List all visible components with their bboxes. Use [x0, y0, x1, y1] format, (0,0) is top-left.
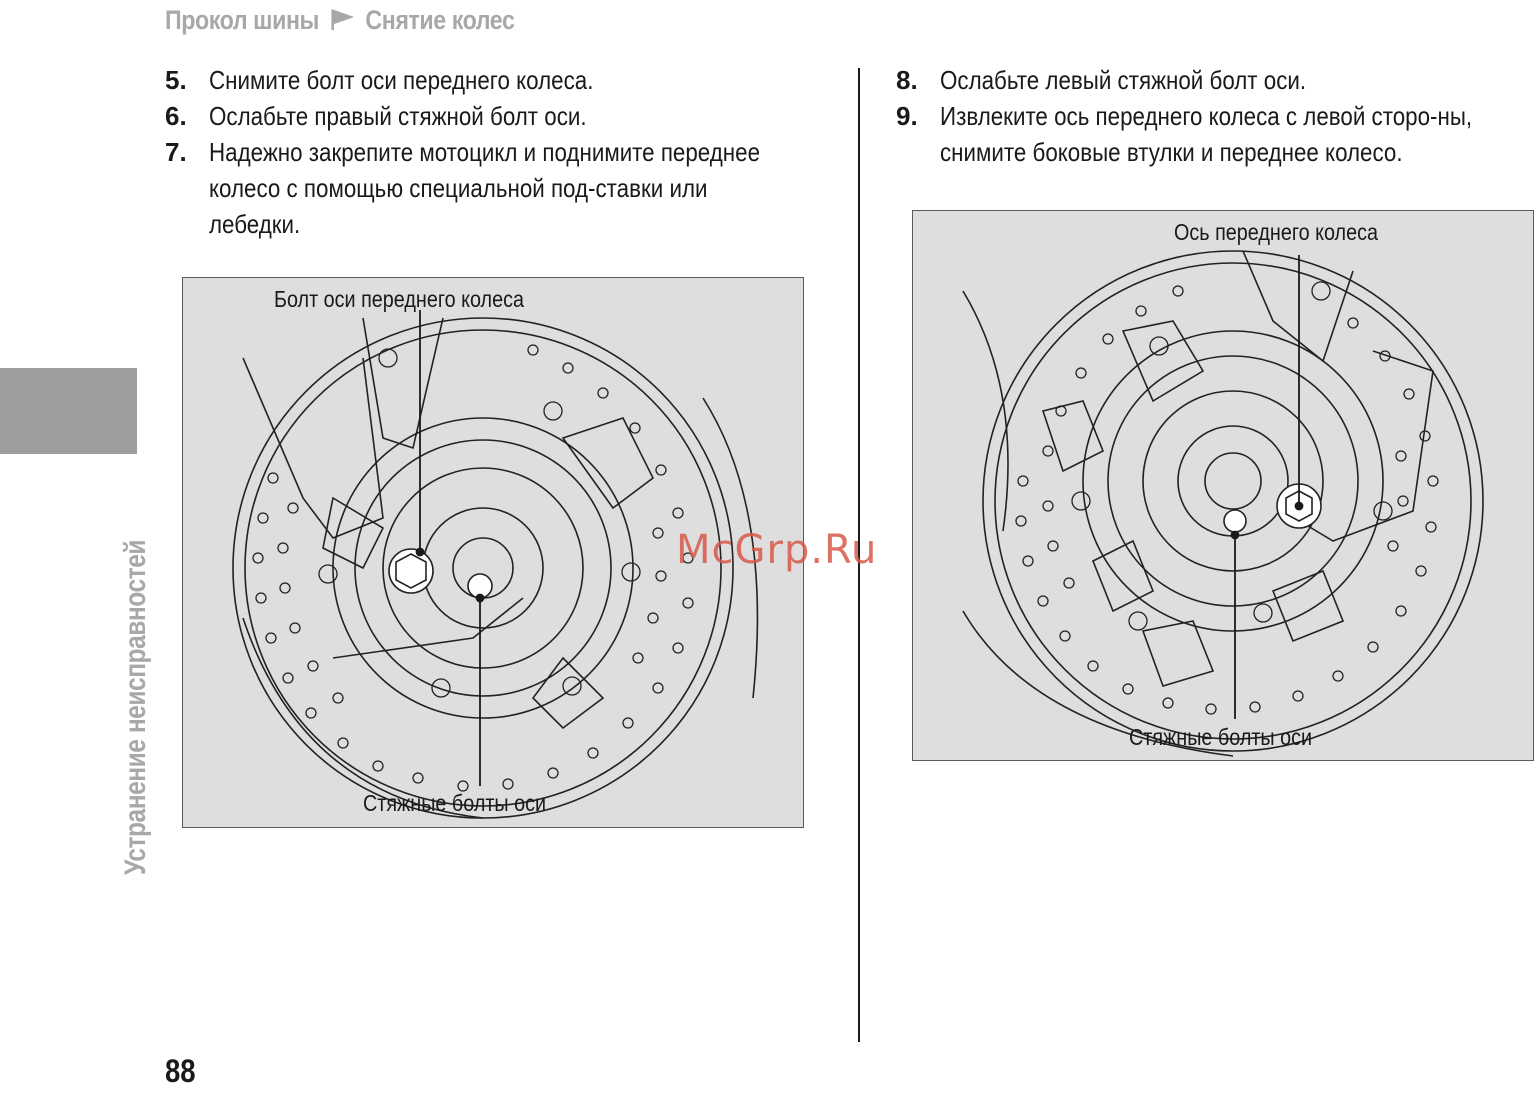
steps-list-right	[896, 62, 1536, 170]
step-number: 5.	[165, 65, 187, 95]
step-text: Снимите болт оси переднего колеса.	[209, 65, 594, 95]
header-subsection: Снятие колес	[365, 4, 515, 35]
watermark: McGrp.Ru	[676, 527, 878, 573]
side-tab-marker	[0, 368, 137, 454]
step-number: 8.	[896, 65, 918, 95]
step-text: Ослабьте левый стяжной болт оси.	[940, 65, 1307, 95]
header-section: Прокол шины	[165, 4, 319, 35]
figure-front-wheel-left-side	[912, 210, 1534, 761]
steps-list-left	[165, 62, 805, 242]
step-item	[165, 134, 819, 242]
figure-label-pinch-bolts: Стяжные болты оси	[1129, 724, 1313, 750]
figure-label-front-axle: Ось переднего колеса	[1174, 219, 1378, 245]
step-item	[165, 98, 805, 134]
page-header	[165, 2, 514, 38]
wheel-illustration-right	[913, 211, 1533, 760]
step-text: Надежно закрепите мотоцикл и поднимите переднее колесо с помощью специальной под-ставки или лебедки.	[209, 137, 761, 239]
step-text: Извлеките ось переднего колеса с левой сторо-ны, снимите боковые втулки и переднее колесо.	[940, 101, 1473, 167]
step-item	[896, 98, 1536, 170]
step-text: Ослабьте правый стяжной болт оси.	[209, 101, 587, 131]
step-item	[896, 62, 1536, 98]
step-number: 7.	[165, 137, 187, 167]
step-number: 9.	[896, 101, 918, 131]
side-tab-label: Устранение неисправностей	[119, 539, 152, 875]
step-item	[165, 62, 805, 98]
figure-label-pinch-bolts: Стяжные болты оси	[363, 790, 547, 816]
page-number: 88	[165, 1053, 196, 1089]
flag-arrow-icon	[331, 8, 353, 32]
step-number: 6.	[165, 101, 187, 131]
figure-label-axle-bolt: Болт оси переднего колеса	[274, 286, 524, 312]
